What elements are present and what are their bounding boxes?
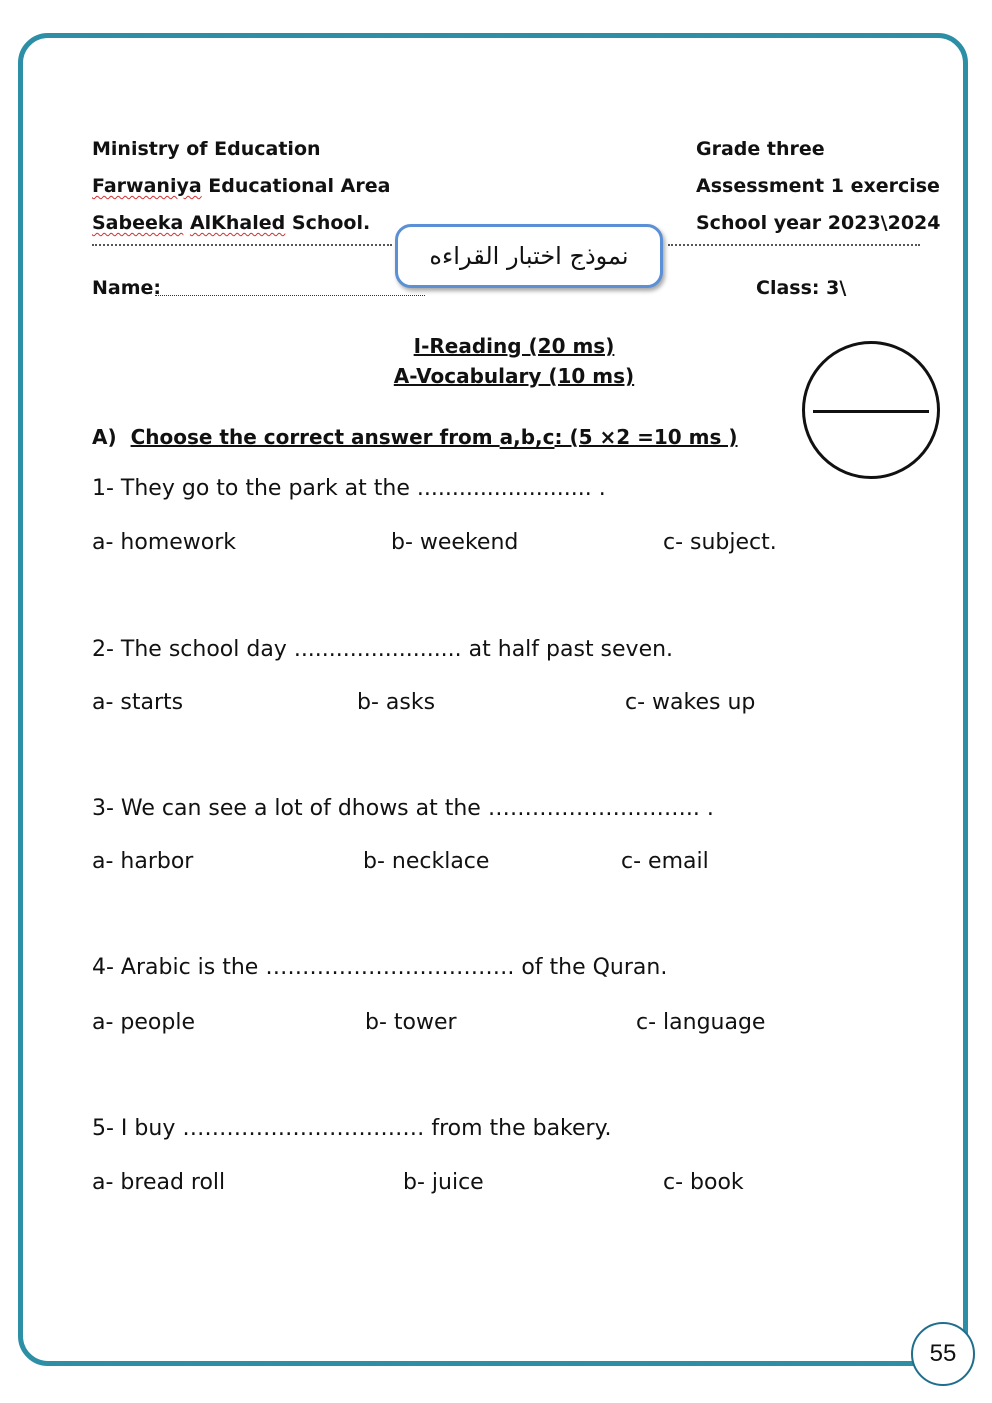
q1-option-c[interactable]: c- subject. [663,530,777,555]
q1-option-b[interactable]: b- weekend [391,530,519,555]
page-number: 55 [929,1340,957,1367]
class-label: Class: 3\ [756,277,847,299]
q2-option-a[interactable]: a- starts [92,690,184,715]
q5-option-b[interactable]: b- juice [403,1170,484,1195]
question-4: 4- Arabic is the ……………………………. of the Quran. [92,955,668,980]
q5-option-c[interactable]: c- book [663,1170,744,1195]
area-first-word: Farwaniya [92,175,202,197]
q3-option-a[interactable]: a- harbor [92,849,194,874]
test-title-box [395,224,663,288]
vocabulary-title: A-Vocabulary (10 ms) [393,364,635,388]
name-blank[interactable] [155,295,425,296]
instruction-text-a: Choose the correct answer from [130,425,500,449]
assessment-label: Assessment 1 exercise [696,175,940,197]
question-3: 3- We can see a lot of dhows at the ……………………….. . [92,796,714,821]
school-name-a: Sabeeka [92,212,184,234]
grade-label: Grade three [696,138,825,160]
name-label: Name: [92,277,162,299]
score-circle [802,341,940,479]
test-title: نموذج اختبار القراءه [429,242,629,270]
question-2: 2- The school day ........................ at half past seven. [92,637,674,662]
score-divider [813,410,929,413]
question-1: 1- They go to the park at the ......................... . [92,476,606,501]
instruction-text-c: : (5 ×2 =10 ms ) [554,425,738,449]
page-number-badge [911,1322,975,1386]
school-name-b: AlKhaled [189,212,286,234]
area-rest: Educational Area [201,175,391,197]
q1-option-a[interactable]: a- homework [92,530,237,555]
instruction-text-b: a,b,c [499,425,555,449]
area-label [92,175,390,197]
separator-left [92,244,392,246]
ministry-label: Ministry of Education [92,138,321,160]
q4-option-b[interactable]: b- tower [365,1010,457,1035]
instruction-prefix: A) [92,425,117,449]
q4-option-c[interactable]: c- language [636,1010,766,1035]
q5-option-a[interactable]: a- bread roll [92,1170,226,1195]
school-name-c: School. [285,212,371,234]
instruction [92,425,738,449]
q3-option-c[interactable]: c- email [621,849,709,874]
q2-option-b[interactable]: b- asks [357,690,436,715]
q3-option-b[interactable]: b- necklace [363,849,490,874]
q4-option-a[interactable]: a- people [92,1010,195,1035]
school-year-label: School year 2023\2024 [696,212,941,234]
reading-title: I-Reading (20 ms) [413,334,615,358]
school-label [92,212,370,234]
question-5: 5- I buy …………………………… from the bakery. [92,1116,612,1141]
separator-right [668,244,920,246]
q2-option-c[interactable]: c- wakes up [625,690,756,715]
